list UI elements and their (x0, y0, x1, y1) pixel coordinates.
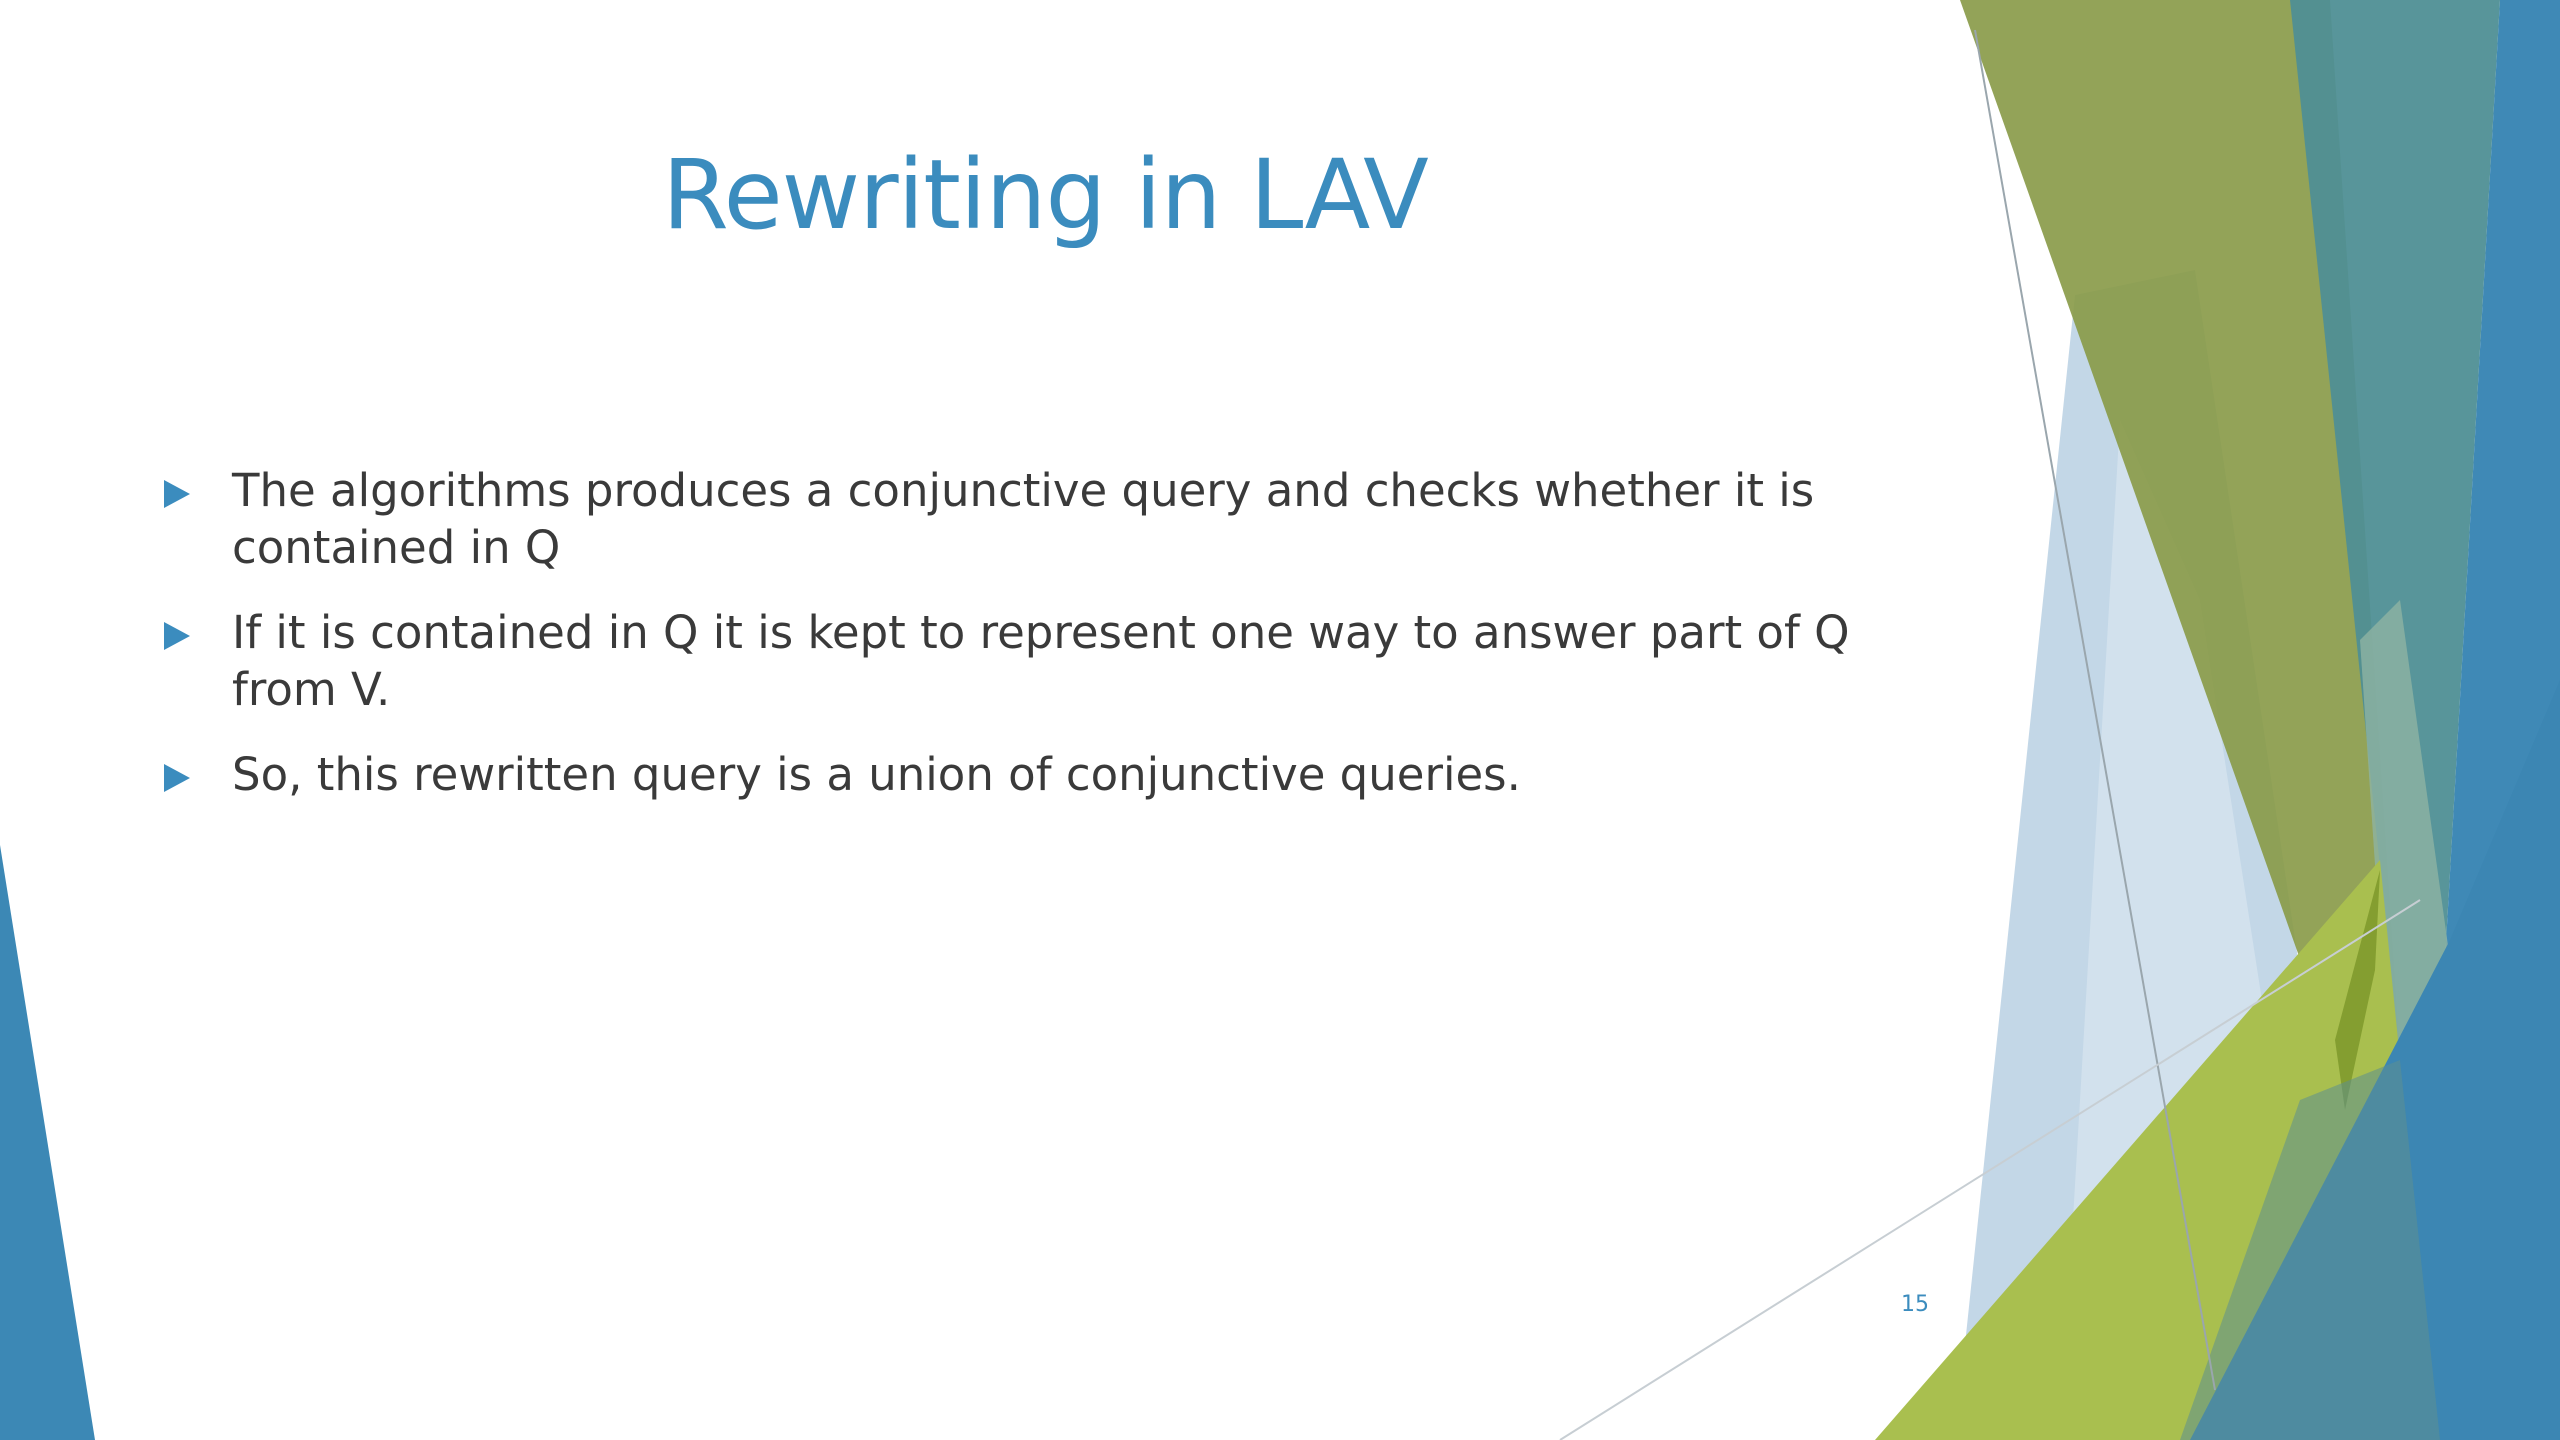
bullet-item (160, 462, 1940, 576)
bullet-text: So, this rewritten query is a union of conjunctive queries. (232, 748, 1521, 801)
bullet-list (160, 462, 1940, 831)
bullet-item (160, 604, 1940, 718)
triangle-bullet-icon (164, 480, 190, 508)
blue-shard-left (0, 845, 95, 1440)
bullet-text: If it is contained in Q it is kept to represent one way to answer part of Q from V. (232, 606, 1850, 716)
slide-number: 15 (1901, 1292, 1929, 1317)
bullet-item (160, 746, 1940, 803)
slide-title: Rewriting in LAV (662, 139, 1428, 251)
triangle-bullet-icon (164, 622, 190, 650)
bullet-text: The algorithms produces a conjunctive query and checks whether it is contained in Q (232, 464, 1815, 574)
triangle-bullet-icon (164, 764, 190, 792)
